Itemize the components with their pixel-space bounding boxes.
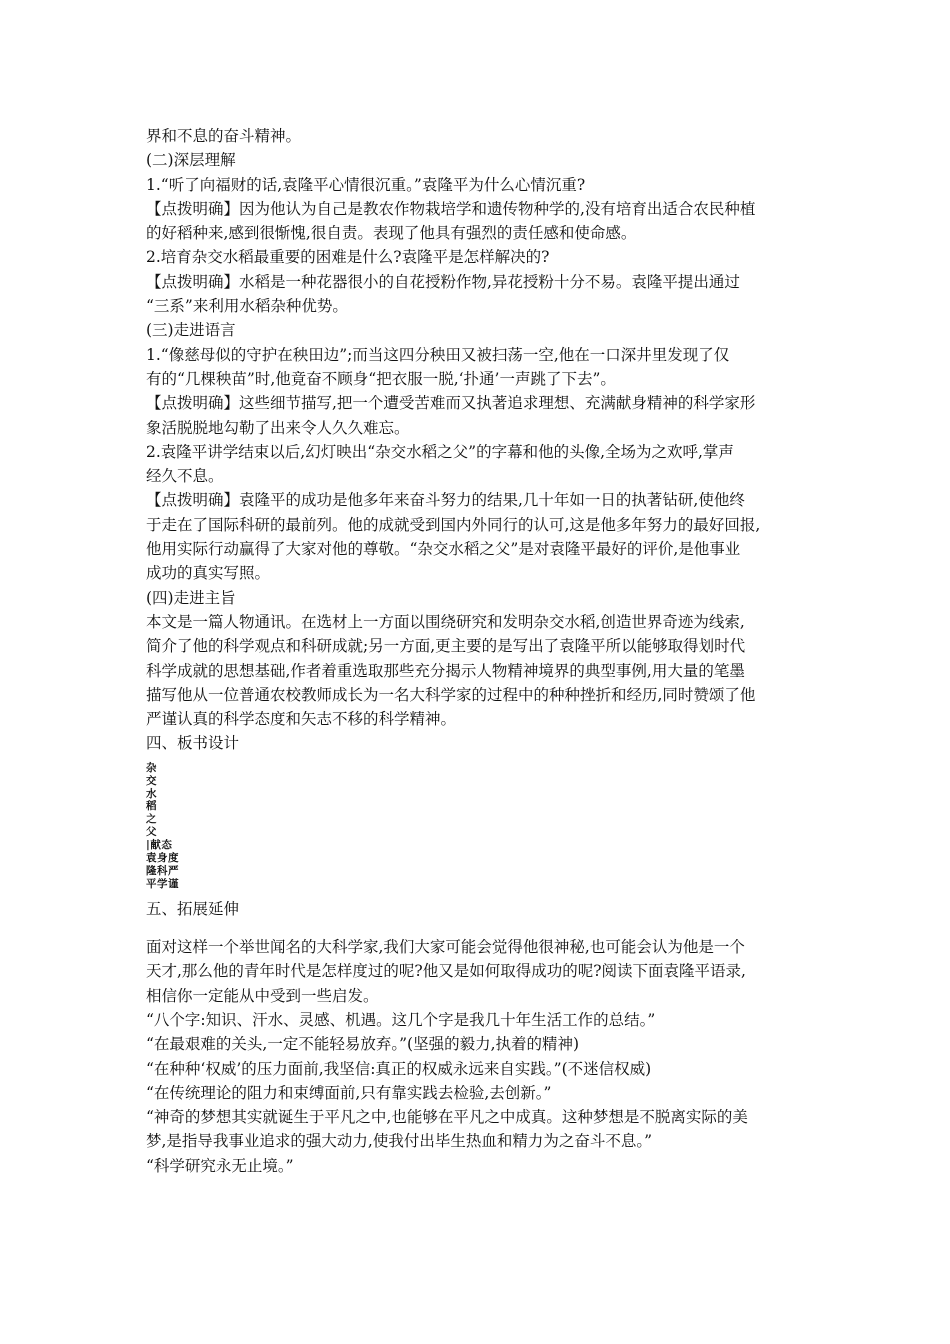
question-line: 2.袁隆平讲学结束以后,幻灯映出“杂交水稻之父”的字幕和他的头像,全场为之欢呼,掌声 — [146, 442, 734, 461]
board-row: 交 — [146, 774, 157, 787]
section-heading-theme: (四)走进主旨 — [146, 588, 236, 607]
answer-line: 象活脱脱地勾勒了出来令人久久难忘。 — [146, 418, 410, 437]
question-line: 2.培育杂交水稻最重要的困难是什么?袁隆平是怎样解决的? — [146, 248, 550, 267]
blackboard-design — [146, 762, 810, 891]
paragraph-line: 严谨认真的科学态度和矢志不移的科学精神。 — [146, 710, 457, 729]
paragraph-line: 天才,那么他的青年时代是怎样度过的呢?他又是如何取得成功的呢?阅读下面袁隆平语录, — [146, 962, 746, 981]
answer-line: 他用实际行动赢得了大家对他的尊敬。“杂交水稻之父”是对袁隆平最好的评价,是他事业 — [146, 540, 741, 559]
quote-line: “神奇的梦想其实就诞生于平凡之中,也能够在平凡之中成真。这种梦想是不脱离实际的美 — [146, 1108, 748, 1127]
board-row: 平学谨 — [146, 877, 179, 890]
paragraph-line: 面对这样一个举世闻名的大科学家,我们大家可能会觉得他很神秘,也可能会认为他是一个 — [146, 938, 745, 957]
question-line: 1.“听了向福财的话,袁隆平心情很沉重。”袁隆平为什么心情沉重? — [146, 175, 586, 194]
document-page — [146, 124, 810, 1178]
answer-line: 【点拨明确】水稻是一种花器很小的自花授粉作物,异花授粉十分不易。袁隆平提出通过 — [146, 272, 740, 291]
answer-line: 成功的真实写照。 — [146, 564, 271, 583]
section-heading-extension: 五、拓展延伸 — [146, 899, 240, 918]
quote-line: “在传统理论的阻力和束缚面前,只有靠实践去检验,去创新。” — [146, 1083, 552, 1102]
spacer — [146, 921, 810, 935]
section-heading-language: (三)走进语言 — [146, 321, 236, 340]
quote-line: 梦,是指导我事业追求的强大动力,使我付出毕生热血和精力为之奋斗不息。” — [146, 1132, 653, 1151]
board-row: 之 — [146, 813, 157, 826]
quote-line: “在最艰难的关头,一定不能轻易放弃。”(坚强的毅力,执着的精神) — [146, 1035, 580, 1054]
text-block-top — [146, 124, 810, 756]
board-row: 父 — [146, 826, 157, 839]
quote-line: “在种种‘权威’的压力面前,我坚信:真正的权威永远来自实践。”(不迷信权威) — [146, 1059, 652, 1078]
board-row: 袁身度 — [146, 852, 179, 865]
answer-line: “三系”来利用水稻杂种优势。 — [146, 297, 348, 316]
answer-line: 于走在了国际科研的最前列。他的成就受到国内外同行的认可,这是他多年努力的最好回报, — [146, 515, 761, 534]
board-row: 水 — [146, 787, 157, 800]
board-row: 杂 — [146, 761, 157, 774]
question-line: 有的“几棵秧苗”时,他竟奋不顾身“把衣服一脱,‘扑通’一声跳了下去”。 — [146, 369, 616, 388]
section-heading-deep-understanding: (二)深层理解 — [146, 151, 236, 170]
paragraph-line: 相信你一定能从中受到一些启发。 — [146, 986, 379, 1005]
paragraph-line: 科学成就的思想基础,作者着重选取那些充分揭示人物精神境界的典型事例,用大量的笔墨 — [146, 661, 745, 680]
board-row: 稻 — [146, 800, 157, 813]
section-heading-board-design: 四、板书设计 — [146, 734, 240, 753]
paragraph-line: 简介了他的科学观点和科研成就;另一方面,更主要的是写出了袁隆平所以能够取得划时代 — [146, 637, 746, 656]
answer-line: 【点拨明确】因为他认为自己是教农作物栽培学和遗传物种学的,没有培育出适合农民种植 — [146, 199, 756, 218]
paragraph-line: 描写他从一位普通农校教师成长为一名大科学家的过程中的种种挫折和经历,同时赞颂了他 — [146, 685, 756, 704]
answer-line: 的好稻种来,感到很惭愧,很自责。表现了他具有强烈的责任感和使命感。 — [146, 224, 637, 243]
quote-line: “科学研究永无止境。” — [146, 1156, 294, 1175]
board-row: 隆科严 — [146, 864, 179, 877]
quote-line: “八个字:知识、汗水、灵感、机遇。这几个字是我几十年生活工作的总结。” — [146, 1010, 656, 1029]
paragraph-line: 本文是一篇人物通讯。在选材上一方面以围绕研究和发明杂交水稻,创造世界奇迹为线索, — [146, 612, 745, 631]
board-row: |献态 — [146, 839, 173, 852]
text-line: 界和不息的奋斗精神。 — [146, 127, 302, 145]
answer-line: 【点拨明确】袁隆平的成功是他多年来奋斗努力的结果,几十年如一日的执著钻研,使他终 — [146, 491, 745, 510]
question-line: 1.“像慈母似的守护在秧田边”;而当这四分秧田又被扫荡一空,他在一口深井里发现了仅 — [146, 345, 730, 364]
answer-line: 【点拨明确】这些细节描写,把一个遭受苦难而又执著追求理想、充满献身精神的科学家形 — [146, 394, 756, 413]
question-line: 经久不息。 — [146, 467, 224, 486]
text-block-bottom — [146, 935, 810, 1178]
